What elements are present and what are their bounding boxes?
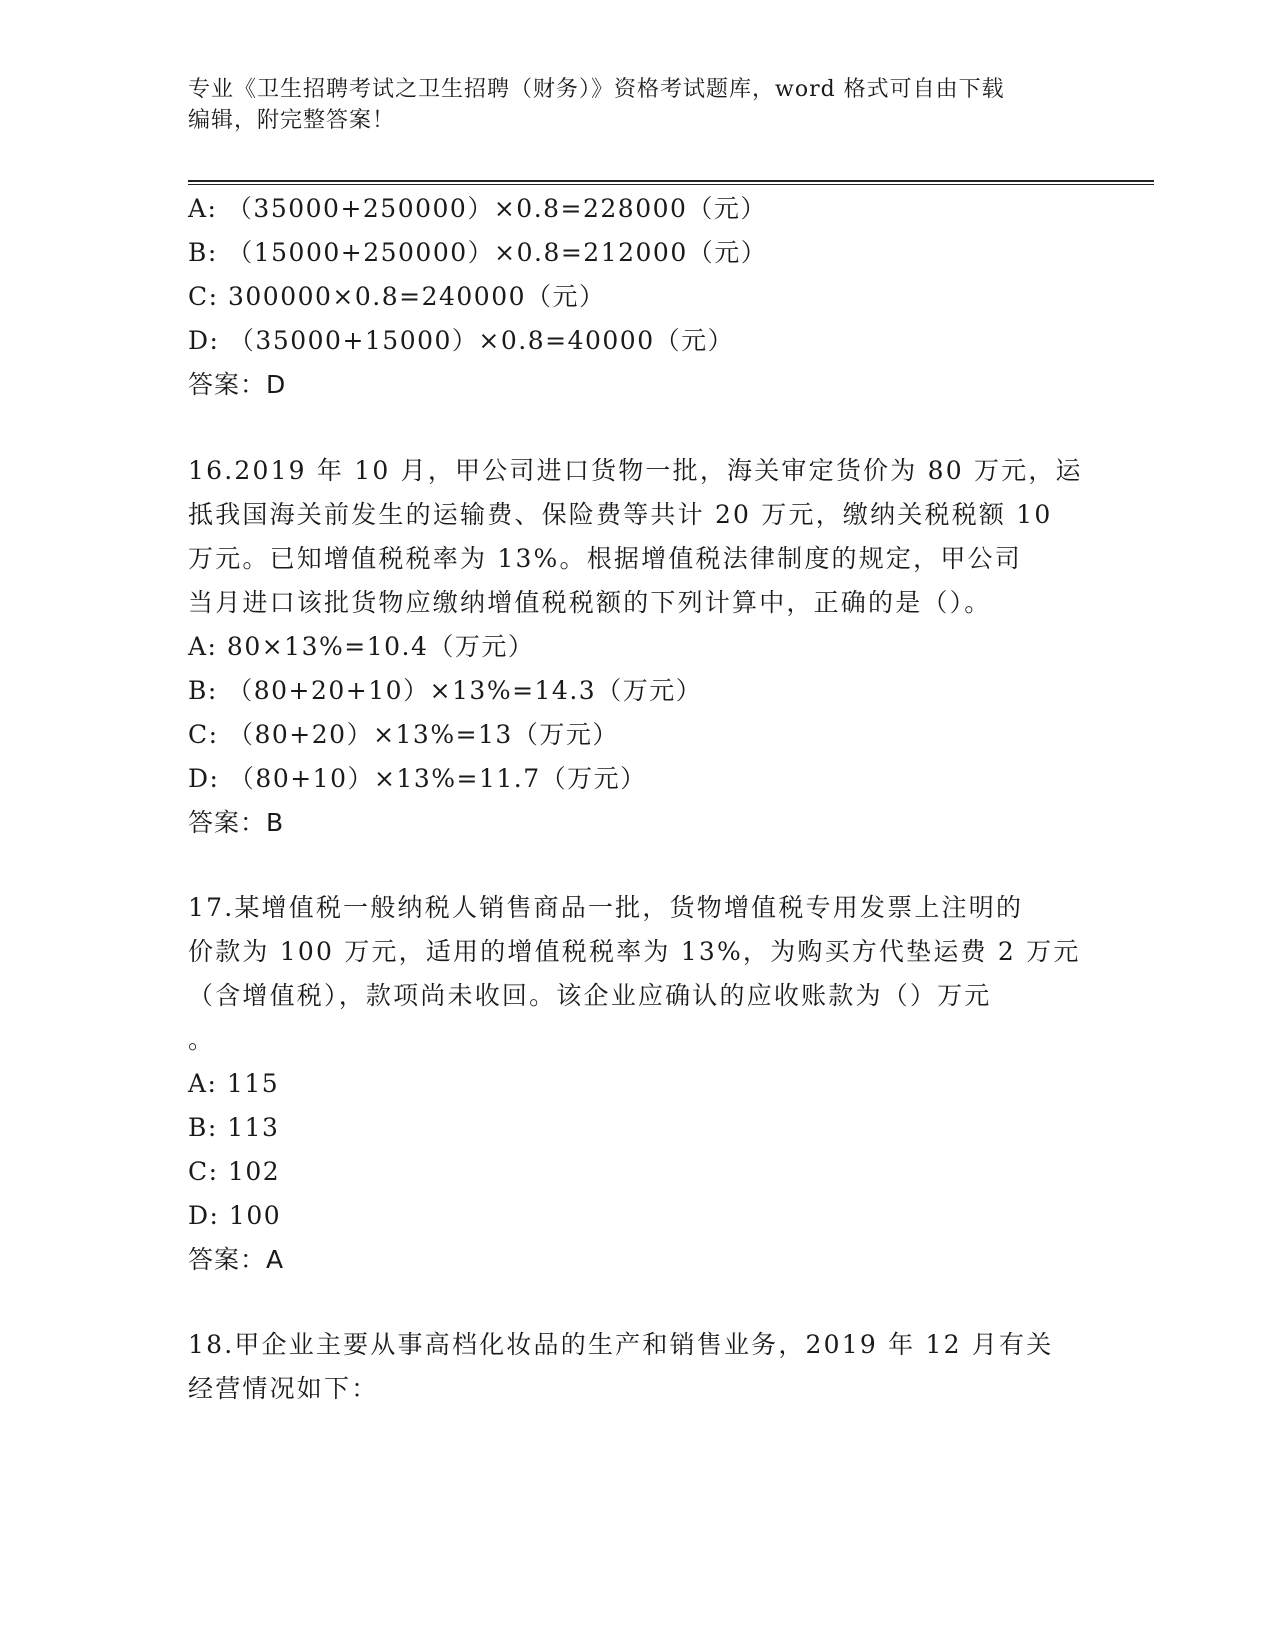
q15-option-d: D: （35000+15000）×0.8=40000（元） — [188, 326, 735, 355]
q16-text-line-4: 当月进口该批货物应缴纳增值税税额的下列计算中，正确的是（）。 — [188, 588, 992, 617]
q16-option-c: C: （80+20）×13%=13（万元） — [188, 720, 619, 749]
q18-text-line-1: 18.甲企业主要从事高档化妆品的生产和销售业务，2019 年 12 月有关 — [188, 1330, 1054, 1359]
q15-option-c: C: 300000×0.8=240000（元） — [188, 282, 606, 311]
header-line-2: 编辑，附完整答案！ — [188, 108, 396, 133]
q15-option-b: B: （15000+250000）×0.8=212000（元） — [188, 238, 768, 267]
header-rule-thick — [188, 180, 1154, 182]
header-line-1: 专业《卫生招聘考试之卫生招聘（财务）》资格考试题库，word 格式可自由下载 — [188, 77, 1005, 102]
q17-text-line-3: （含增值税），款项尚未收回。该企业应确认的应收账款为（）万元 — [188, 981, 992, 1010]
q16-option-a: A: 80×13%=10.4（万元） — [188, 632, 535, 661]
document-header — [188, 74, 1088, 136]
q17-text-line-4: 。 — [188, 1025, 216, 1054]
q15-option-a: A: （35000+250000）×0.8=228000（元） — [188, 194, 767, 223]
header-rule-thin — [188, 184, 1154, 185]
q17-option-d: D: 100 — [188, 1201, 282, 1230]
q16-option-d: D: （80+10）×13%=11.7（万元） — [188, 764, 647, 793]
q16-text-line-2: 抵我国海关前发生的运输费、保险费等共计 20 万元，缴纳关税税额 10 — [188, 500, 1053, 529]
q15-answer: 答案：D — [188, 370, 287, 399]
q16-option-b: B: （80+20+10）×13%=14.3（万元） — [188, 676, 703, 705]
q17-text-line-1: 17.某增值税一般纳税人销售商品一批，货物增值税专用发票上注明的 — [188, 893, 1024, 922]
q17-option-a: A: 115 — [188, 1069, 280, 1098]
q17-text-line-2: 价款为 100 万元，适用的增值税税率为 13%，为购买方代垫运费 2 万元 — [188, 937, 1081, 966]
q16-answer: 答案：B — [188, 808, 285, 837]
q16-text-line-3: 万元。已知增值税税率为 13%。根据增值税法律制度的规定，甲公司 — [188, 544, 1022, 573]
q16-text-line-1: 16.2019 年 10 月，甲公司进口货物一批，海关审定货价为 80 万元，运 — [188, 456, 1083, 485]
q17-answer: 答案：A — [188, 1245, 285, 1274]
q17-option-b: B: 113 — [188, 1113, 280, 1142]
q18-text-line-2: 经营情况如下： — [188, 1374, 379, 1403]
q17-option-c: C: 102 — [188, 1157, 281, 1186]
